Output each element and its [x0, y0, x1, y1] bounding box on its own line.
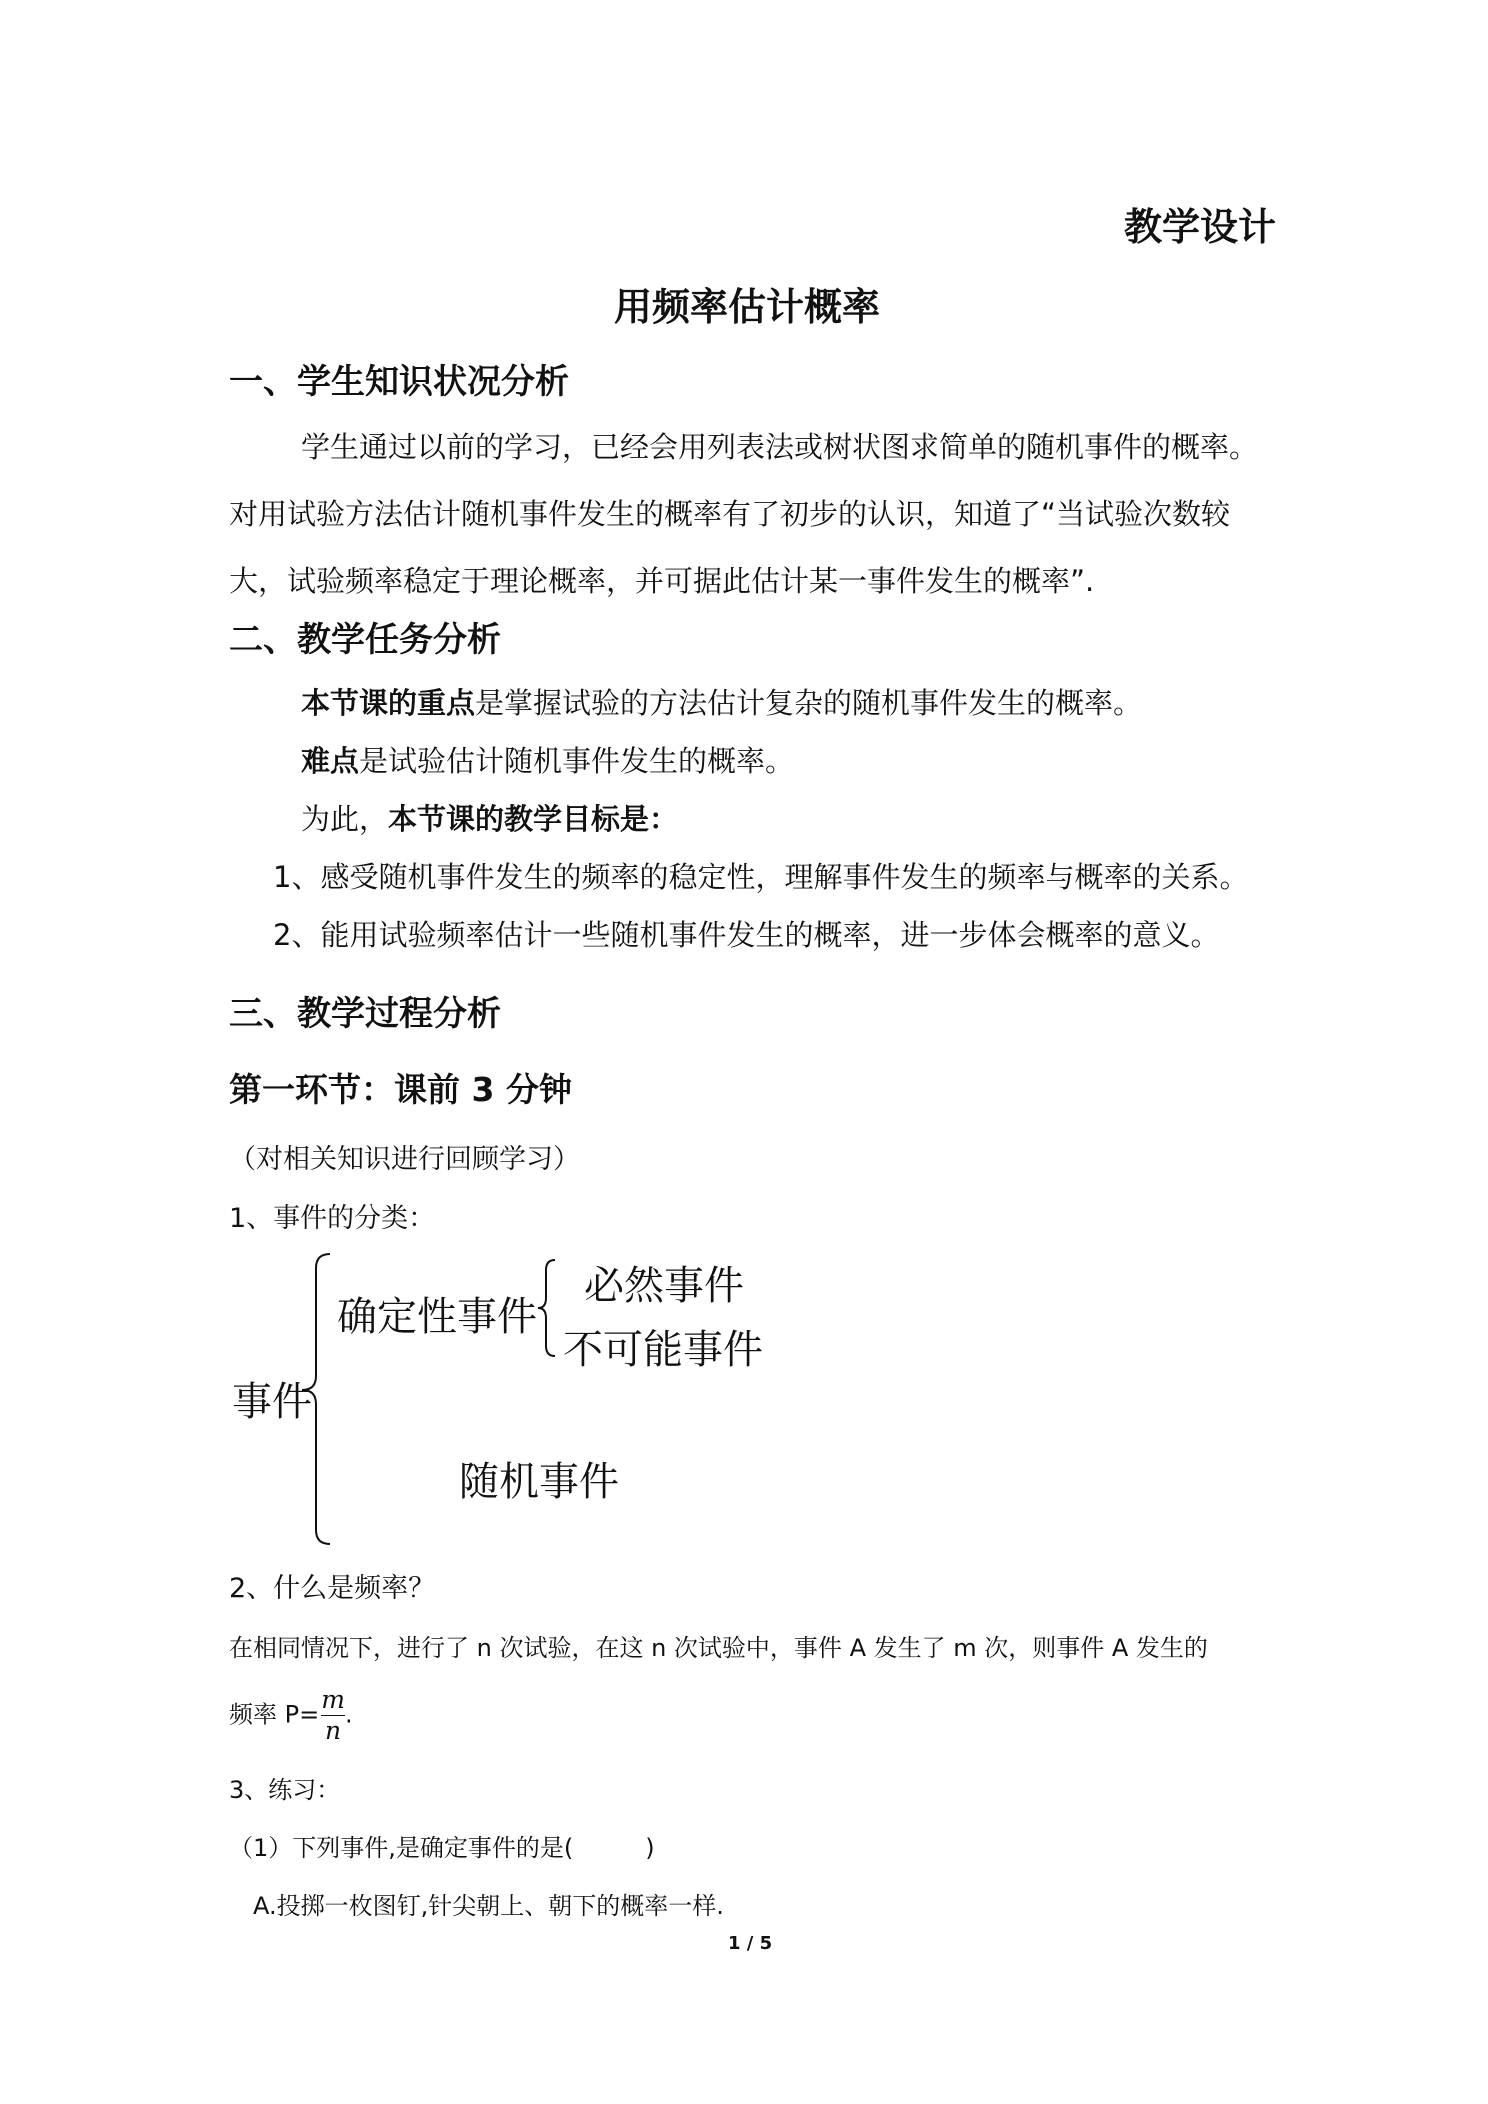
tree-root-event: 事件 [232, 1379, 312, 1425]
page-number: 1 / 5 [728, 1933, 773, 1954]
fraction-numerator: m [321, 1685, 345, 1714]
section-heading-task-analysis: 二、教学任务分析 [229, 620, 501, 660]
goal-item-1: 1、感受随机事件发生的频率的稳定性，理解事件发生的频率与概率的关系。 [273, 860, 1249, 894]
list-item-frequency: 2、什么是频率？ [229, 1573, 436, 1604]
paragraph-line: 学生通过以前的学习，已经会用列表法或树状图求简单的随机事件的概率。 [301, 430, 1259, 464]
formula-end: . [344, 1700, 353, 1729]
document-title: 用频率估计概率 [614, 285, 881, 329]
frequency-fraction [321, 1685, 345, 1746]
paragraph-line: 对用试验方法估计随机事件发生的概率有了初步的认识，知道了“当试验次数较 [229, 497, 1231, 531]
tree-certain-event: 必然事件 [584, 1263, 744, 1309]
inner-brace [538, 1260, 555, 1356]
list-item-practice: 3、练习： [229, 1776, 341, 1804]
tree-deterministic-event: 确定性事件 [337, 1294, 537, 1340]
tree-impossible-event: 不可能事件 [563, 1327, 763, 1373]
question-1-option-a: A.投掷一枚图钉,针尖朝上、朝下的概率一样. [253, 1892, 724, 1920]
section-heading-student-analysis: 一、学生知识状况分析 [229, 362, 569, 402]
review-note: （对相关知识进行回顾学习） [229, 1144, 580, 1175]
difficulty-text: 是试验估计随机事件发生的概率。 [359, 744, 795, 778]
list-item-classification: 1、事件的分类： [229, 1203, 436, 1234]
document-type-label: 教学设计 [1124, 205, 1277, 249]
section-heading-process-analysis: 三、教学过程分析 [229, 994, 501, 1034]
key-point-label: 本节课的重点 [301, 686, 476, 720]
question-1: （1）下列事件,是确定事件的是( ) [229, 1834, 655, 1862]
stage-heading: 第一环节：课前 3 分钟 [229, 1070, 572, 1109]
difficulty-label: 难点 [301, 744, 360, 778]
frequency-formula-line [229, 1685, 353, 1746]
goal-item-2: 2、能用试验频率估计一些随机事件发生的概率，进一步体会概率的意义。 [273, 918, 1220, 952]
goal-label: 本节课的教学目标是： [388, 802, 679, 836]
formula-prefix: 频率 P= [229, 1700, 320, 1729]
goal-prefix: 为此， [301, 802, 389, 836]
tree-random-event: 随机事件 [459, 1459, 619, 1505]
paragraph-line: 大，试验频率稳定于理论概率，并可据此估计某一事件发生的概率”. [229, 564, 1095, 598]
key-point-text: 是掌握试验的方法估计复杂的随机事件发生的概率。 [475, 686, 1143, 720]
frequency-definition-line: 在相同情况下，进行了 n 次试验，在这 n 次试验中，事件 A 发生了 m 次，则事件 A 发生的 [229, 1634, 1208, 1662]
fraction-denominator: n [321, 1715, 345, 1746]
